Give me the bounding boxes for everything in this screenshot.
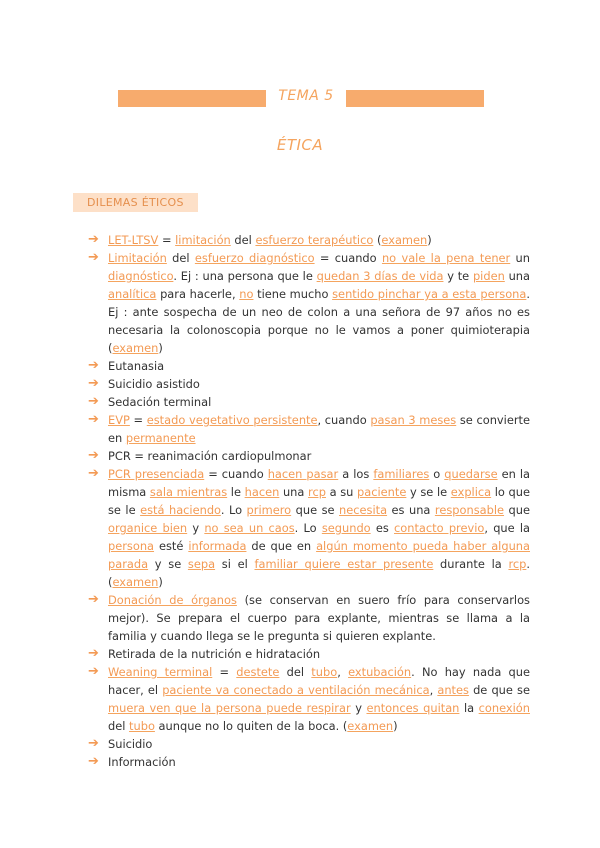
list-item [88, 735, 530, 753]
highlighted-term: rcp [508, 557, 527, 571]
list-item-text: (se conservan en suero frío para conservarlos mejor). Se prepara el cuerpo para explante, mientras se llama a la familia y cuando llega se le pregunta si quieren explante. [108, 593, 530, 643]
list-item [88, 663, 530, 735]
list-item [88, 753, 530, 771]
highlighted-term: organice bien [108, 521, 188, 535]
highlighted-term: analítica [108, 287, 157, 301]
list-item-text: a los [338, 467, 374, 481]
list-item-text: de que en [246, 539, 317, 553]
arrow-right-icon: ➔ [88, 592, 99, 607]
page-subtitle: ÉTICA [276, 136, 324, 154]
list-item-text: para hacerle, [156, 287, 240, 301]
highlighted-term: antes [437, 683, 469, 697]
list-item-text: = cuando [204, 467, 268, 481]
highlighted-term: sala mientras [149, 485, 228, 499]
list-item-text: ) [158, 575, 163, 589]
highlighted-term: examen [381, 233, 428, 247]
highlighted-term: destete [236, 665, 280, 679]
highlighted-term: EVP [108, 413, 130, 427]
highlighted-term: tubo [129, 719, 155, 733]
list-item-text: o [429, 467, 445, 481]
highlighted-term: quedarse [444, 467, 498, 481]
highlighted-term: examen [347, 719, 394, 733]
list-item-text: un [510, 251, 530, 265]
highlighted-term: paciente [357, 485, 407, 499]
list-item-text: la [459, 701, 479, 715]
list-item-text: ) [393, 719, 398, 733]
highlighted-term: limitación [175, 233, 231, 247]
arrow-right-icon: ➔ [88, 466, 99, 481]
list-item-text: y se [148, 557, 188, 571]
list-item [88, 591, 530, 645]
list-item-text: si el [215, 557, 255, 571]
list-item-text: PCR = reanimación cardiopulmonar [108, 449, 312, 463]
highlighted-term: no [239, 287, 254, 301]
list-item-text: aunque no lo quiten de la boca. ( [154, 719, 348, 733]
highlighted-term: algún momento pueda haber alguna parada [108, 539, 530, 571]
list-item-text: en la misma [108, 467, 530, 499]
list-item [88, 447, 530, 465]
list-item-text: lo que se le [108, 485, 530, 517]
list-item [88, 249, 530, 357]
list-item-text: y te [443, 269, 473, 283]
list-item-text: Suicidio asistido [108, 377, 200, 391]
highlighted-term: está haciendo [140, 503, 221, 517]
highlighted-term: LET-LTSV [108, 233, 159, 247]
list-item-text: . Ej : ante sospecha de un neo de colon a una señora de 97 años no es necesaria la colonoscopia porque no le vamos a poner quimioterapia ( [108, 287, 530, 355]
highlighted-term: familiares [373, 467, 430, 481]
highlighted-term: paciente va conectado a ventilación mecánica [162, 683, 430, 697]
arrow-right-icon: ➔ [88, 412, 99, 427]
list-item-text: durante la [433, 557, 509, 571]
list-item-text: esté [154, 539, 189, 553]
highlighted-term: diagnóstico [108, 269, 174, 283]
highlighted-term: rcp [308, 485, 326, 499]
bullet-list [88, 231, 530, 771]
highlighted-term: sepa [187, 557, 216, 571]
list-item-text: Sedación terminal [108, 395, 212, 409]
list-item-text: que [504, 503, 530, 517]
list-item [88, 375, 530, 393]
highlighted-term: examen [112, 341, 159, 355]
list-item-text: es [370, 521, 395, 535]
list-item-text: . No hay nada que hacer, el [108, 665, 531, 697]
list-item-text: ( [373, 233, 382, 247]
list-item-text: , [429, 683, 438, 697]
arrow-right-icon: ➔ [88, 376, 99, 391]
list-item-text: del [166, 251, 195, 265]
highlighted-term: examen [112, 575, 159, 589]
list-item-text: Retirada de la nutrición e hidratación [108, 647, 321, 661]
page-title: TEMA 5 [278, 88, 334, 104]
arrow-right-icon: ➔ [88, 448, 99, 463]
arrow-right-icon: ➔ [88, 754, 99, 769]
list-item-text: de que se [468, 683, 530, 697]
list-item [88, 231, 530, 249]
highlighted-term: piden [472, 269, 505, 283]
list-item-text: . Lo [294, 521, 322, 535]
list-item-text: a su [325, 485, 358, 499]
highlighted-term: pasan 3 meses [370, 413, 457, 427]
list-item-text: ) [427, 233, 432, 247]
list-item-text: = [212, 665, 237, 679]
list-item-text: del [230, 233, 256, 247]
highlighted-term: no vale la pena tener [381, 251, 511, 265]
highlighted-term: Weaning terminal [108, 665, 213, 679]
highlighted-term: muera ven que la persona puede respirar [108, 701, 351, 715]
highlighted-term: esfuerzo terapéutico [255, 233, 374, 247]
highlighted-term: estado vegetativo persistente [146, 413, 318, 427]
highlighted-term: responsable [434, 503, 505, 517]
list-item-text: y [350, 701, 367, 715]
highlighted-term: PCR presenciada [108, 467, 205, 481]
highlighted-term: primero [246, 503, 292, 517]
list-item-text: = [158, 233, 176, 247]
highlighted-term: permanente [125, 431, 196, 445]
highlighted-term: informada [188, 539, 247, 553]
highlighted-term: Limitación [108, 251, 167, 265]
list-item [88, 357, 530, 375]
arrow-right-icon: ➔ [88, 232, 99, 247]
arrow-right-icon: ➔ [88, 736, 99, 751]
list-item [88, 411, 530, 447]
list-item-text: que se [291, 503, 340, 517]
highlighted-term: segundo [321, 521, 371, 535]
arrow-right-icon: ➔ [88, 358, 99, 373]
list-item-text: , cuando [317, 413, 371, 427]
list-item-text: = cuando [314, 251, 382, 265]
list-item-text: , [337, 665, 349, 679]
highlighted-term: familiar quiere estar presente [254, 557, 434, 571]
section-heading: DILEMAS ÉTICOS [73, 193, 198, 212]
highlighted-term: sentido pinchar ya a esta persona [332, 287, 527, 301]
list-item [88, 645, 530, 663]
list-item-text: . Ej : una persona que le [173, 269, 317, 283]
list-item-text: le [227, 485, 245, 499]
list-item-text: , que la [484, 521, 531, 535]
highlighted-term: no sea un caos [204, 521, 295, 535]
highlighted-term: necesita [339, 503, 388, 517]
list-item-text: una [504, 269, 530, 283]
list-item-text: del [108, 719, 130, 733]
list-item-text: tiene mucho [253, 287, 333, 301]
list-item-text: . ( [108, 557, 530, 589]
arrow-right-icon: ➔ [88, 646, 99, 661]
list-item-text: y se le [406, 485, 451, 499]
title-row [118, 88, 484, 108]
highlighted-term: hacen [244, 485, 280, 499]
highlighted-term: explica [450, 485, 492, 499]
highlighted-term: tubo [311, 665, 338, 679]
list-item-text: es una [387, 503, 435, 517]
list-item-text: . Lo [220, 503, 247, 517]
list-item-text: se convierte en [108, 413, 530, 445]
arrow-right-icon: ➔ [88, 250, 99, 265]
list-item-text: Suicidio [108, 737, 153, 751]
highlighted-term: contacto previo [394, 521, 485, 535]
highlighted-term: extubación [348, 665, 412, 679]
highlighted-term: esfuerzo diagnóstico [194, 251, 315, 265]
list-item-text: del [279, 665, 312, 679]
arrow-right-icon: ➔ [88, 394, 99, 409]
highlighted-term: quedan 3 días de vida [316, 269, 444, 283]
highlighted-term: Donación de órganos [108, 593, 237, 607]
highlighted-term: persona [108, 539, 155, 553]
list-item [88, 393, 530, 411]
arrow-right-icon: ➔ [88, 664, 99, 679]
list-item-text: una [279, 485, 309, 499]
title-bar-left [118, 90, 266, 107]
highlighted-term: hacen pasar [267, 467, 339, 481]
highlighted-term: conexión [478, 701, 530, 715]
highlighted-term: entonces quitan [366, 701, 460, 715]
list-item-text: y [187, 521, 205, 535]
list-item-text: ) [158, 341, 163, 355]
list-item-text: Eutanasia [108, 359, 165, 373]
list-item-text: Información [108, 755, 176, 769]
list-item-text: = [129, 413, 147, 427]
list-item [88, 465, 530, 591]
title-bar-right [346, 90, 484, 107]
